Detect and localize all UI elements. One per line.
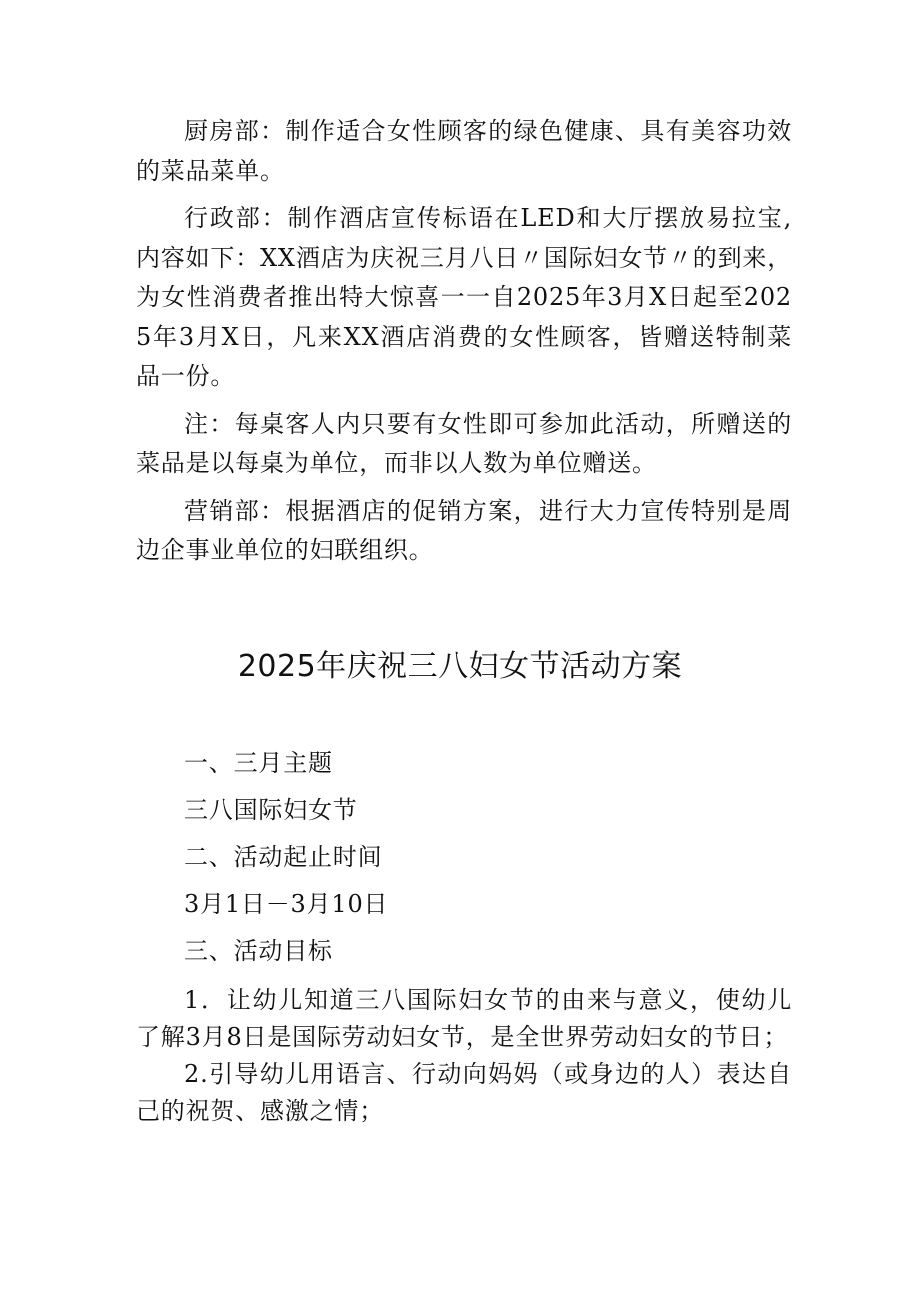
goal-heading: 三、活动目标 (184, 937, 333, 965)
goal-item: 2.引导幼儿用语言、行动向妈妈（或身边的人）表达自己的祝贺、感激之情； (136, 1060, 792, 1125)
kitchen-paragraph: 厨房部：制作适合女性顾客的绿色健康、具有美容功效的菜品菜单。 (136, 117, 792, 185)
time-heading: 二、活动起止时间 (184, 843, 383, 871)
note-paragraph: 注：每桌客人内只要有女性即可参加此活动，所赠送的菜品是以每桌为单位，而非以人数为单位赠送。 (136, 409, 792, 477)
plan-section (136, 745, 792, 1130)
plan-title: 2025年庆祝三八妇女节活动方案 (237, 649, 683, 684)
theme-value: 三八国际妇女节 (184, 796, 358, 824)
marketing-paragraph: 营销部：根据酒店的促销方案，进行大力宣传特别是周边企事业单位的妇联组织。 (136, 496, 792, 564)
goal-item: 1．让幼儿知道三八国际妇女节的由来与意义，使幼儿了解3月8日是国际劳动妇女节，是全世界劳动妇女的节日； (136, 986, 792, 1051)
time-value: 3月1日－3月10日 (184, 890, 389, 918)
top-text-block (136, 112, 792, 571)
theme-heading: 一、三月主题 (184, 749, 333, 777)
admin-paragraph: 行政部：制作酒店宣传标语在LED和大厅摆放易拉宝,内容如下：XX酒店为庆祝三月八日〃国际妇女节〃的到来，为女性消费者推出特大惊喜一一自2025年3月X日起至2025年3月X日，凡来XX酒店消费的女性顾客，皆赠送特制菜品一份。 (136, 204, 792, 390)
